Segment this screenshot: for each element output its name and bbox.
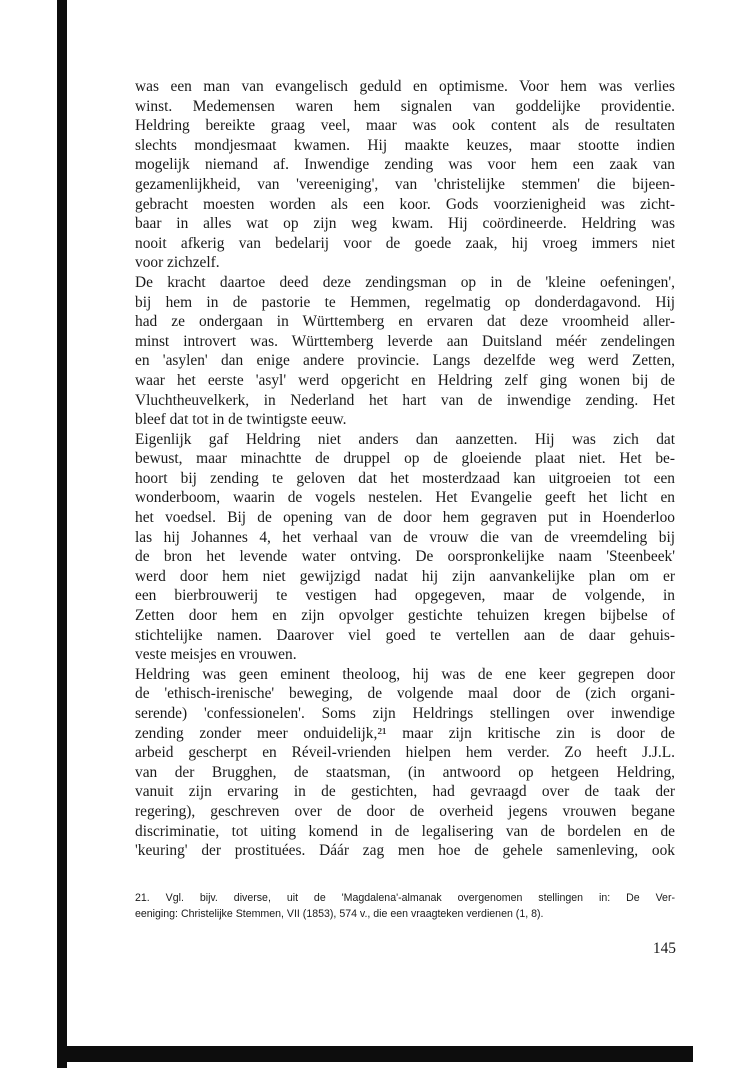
scan-border-left — [57, 0, 67, 1068]
text-line: slechts mondjesmaat kwamen. Hij maakte keuzes, maar stootte indien — [135, 136, 675, 154]
text-line: hoort bij zending te geloven dat het mosterdzaad kan uitgroeien tot een — [135, 469, 675, 487]
text-line: waar het eerste 'asyl' werd opgericht en Heldring zelf ging wonen bij de — [135, 371, 675, 389]
text-line: 'keuring' der prostituées. Dáár zag men hoe de gehele samenleving, ook — [135, 842, 675, 860]
text-line: bleef dat tot in de twintigste eeuw. — [135, 411, 347, 429]
text-line: las hij Johannes 4, het verhaal van de vrouw die van de vreemdeling bij — [135, 528, 675, 546]
paragraph-2 — [135, 273, 675, 430]
text-line: bewust, maar minachtte de druppel op de gloeiende plaat niet. Het be- — [135, 450, 675, 468]
text-line: nooit afkerig van bedelarij voor de goede zaak, hij vroeg immers niet — [135, 234, 675, 252]
text-line: van der Brugghen, de staatsman, (in antwoord op hetgeen Heldring, — [135, 763, 675, 781]
text-line: arbeid gescherpt en Réveil-vrienden hielpen hem verder. Zo heeft J.J.L. — [135, 744, 675, 762]
text-line: Heldring was geen eminent theoloog, hij was de ene keer gegrepen door — [135, 665, 675, 683]
text-line: wonderboom, waarin de vogels nestelen. Het Evangelie geeft het licht en — [135, 489, 675, 507]
text-line: vanuit zijn ervaring in de gestichten, had gevraagd over de taak der — [135, 783, 675, 801]
text-line: Eigenlijk gaf Heldring niet anders dan aanzetten. Hij was zich dat — [135, 430, 675, 448]
text-line: was een man van evangelisch geduld en optimisme. Voor hem was verlies — [135, 78, 675, 95]
text-line: discriminatie, tot uiting komend in de legalisering van de bordelen en de — [135, 822, 675, 840]
text-line: en 'asylen' dan enige andere provincie. Langs dezelfde weg werd Zetten, — [135, 352, 675, 370]
footnote-line: 21. Vgl. bijv. diverse, uit de 'Magdalena'-almanak overgenomen stellingen in: De Ver- — [135, 892, 675, 904]
text-line: werd door hem niet gewijzigd nadat hij zijn aanvankelijke plan om er — [135, 567, 675, 585]
text-line: stichtelijke namen. Daarover viel goed te vertellen aan de daar gehuis- — [135, 626, 675, 644]
text-line: de bron het levende water ontving. De oorspronkelijke naam 'Steenbeek' — [135, 548, 675, 566]
text-line: een bierbrouwerij te vestigen had opgegeven, maar de volgende, in — [135, 587, 675, 605]
scan-border-bottom — [57, 1046, 693, 1062]
paragraph-1 — [135, 77, 675, 273]
text-line: veste meisjes en vrouwen. — [135, 646, 297, 664]
text-line: serende) 'confessionelen'. Soms zijn Heldrings stellingen over inwendige — [135, 705, 675, 722]
footnote — [135, 890, 675, 922]
text-line: de 'ethisch-irenische' beweging, de volgende maal door de (zich organi- — [135, 685, 675, 703]
text-line: baar in alles wat op zijn weg kwam. Hij coördineerde. Heldring was — [135, 215, 675, 233]
text-line: voor zichzelf. — [135, 254, 220, 272]
footnote-line: eeniging: Christelijke Stemmen, VII (1853), 574 v., die een vraagteken verdienen (1, 8). — [135, 908, 544, 920]
paragraph-4 — [135, 665, 675, 861]
text-line: Zetten door hem en zijn opvolger gestichte tehuizen kregen bijbelse of — [135, 607, 675, 625]
page-number: 145 — [652, 940, 676, 957]
text-line: had ze ondergaan in Württemberg en ervaren dat deze vroomheid aller- — [135, 313, 675, 331]
paragraph-3 — [135, 430, 675, 665]
text-line: Vluchtheuvelkerk, in Nederland het hart van de inwendige zending. Het — [135, 391, 675, 409]
text-line: De kracht daartoe deed deze zendingsman op in de 'kleine oefeningen', — [135, 273, 675, 291]
body-text — [135, 77, 675, 861]
text-line: regering), geschreven over de door de overheid jegens vrouwen begane — [135, 802, 675, 820]
text-line: gezamenlijkheid, van 'vereeniging', van 'christelijke stemmen' die bijeen- — [135, 175, 675, 193]
text-line: mogelijk niemand af. Inwendige zending was voor hem een zaak van — [135, 156, 675, 174]
text-line: het voedsel. Bij de opening van de door hem gegraven put in Hoenderloo — [135, 509, 675, 527]
text-line: gebracht moesten worden als een koor. Gods voorzienigheid was zicht- — [135, 195, 675, 213]
text-line: Heldring bereikte graag veel, maar was ook content als de resultaten — [135, 117, 675, 135]
text-line: winst. Medemensen waren hem signalen van goddelijke providentie. — [135, 97, 675, 115]
text-line: bij hem in de pastorie te Hemmen, regelmatig op donderdagavond. Hij — [135, 293, 675, 311]
text-line: minst introvert was. Württemberg leverde aan Duitsland méér zendelingen — [135, 332, 675, 350]
text-line: zending zonder meer onduidelijk,²¹ maar zijn kritische zin is door de — [135, 724, 675, 742]
